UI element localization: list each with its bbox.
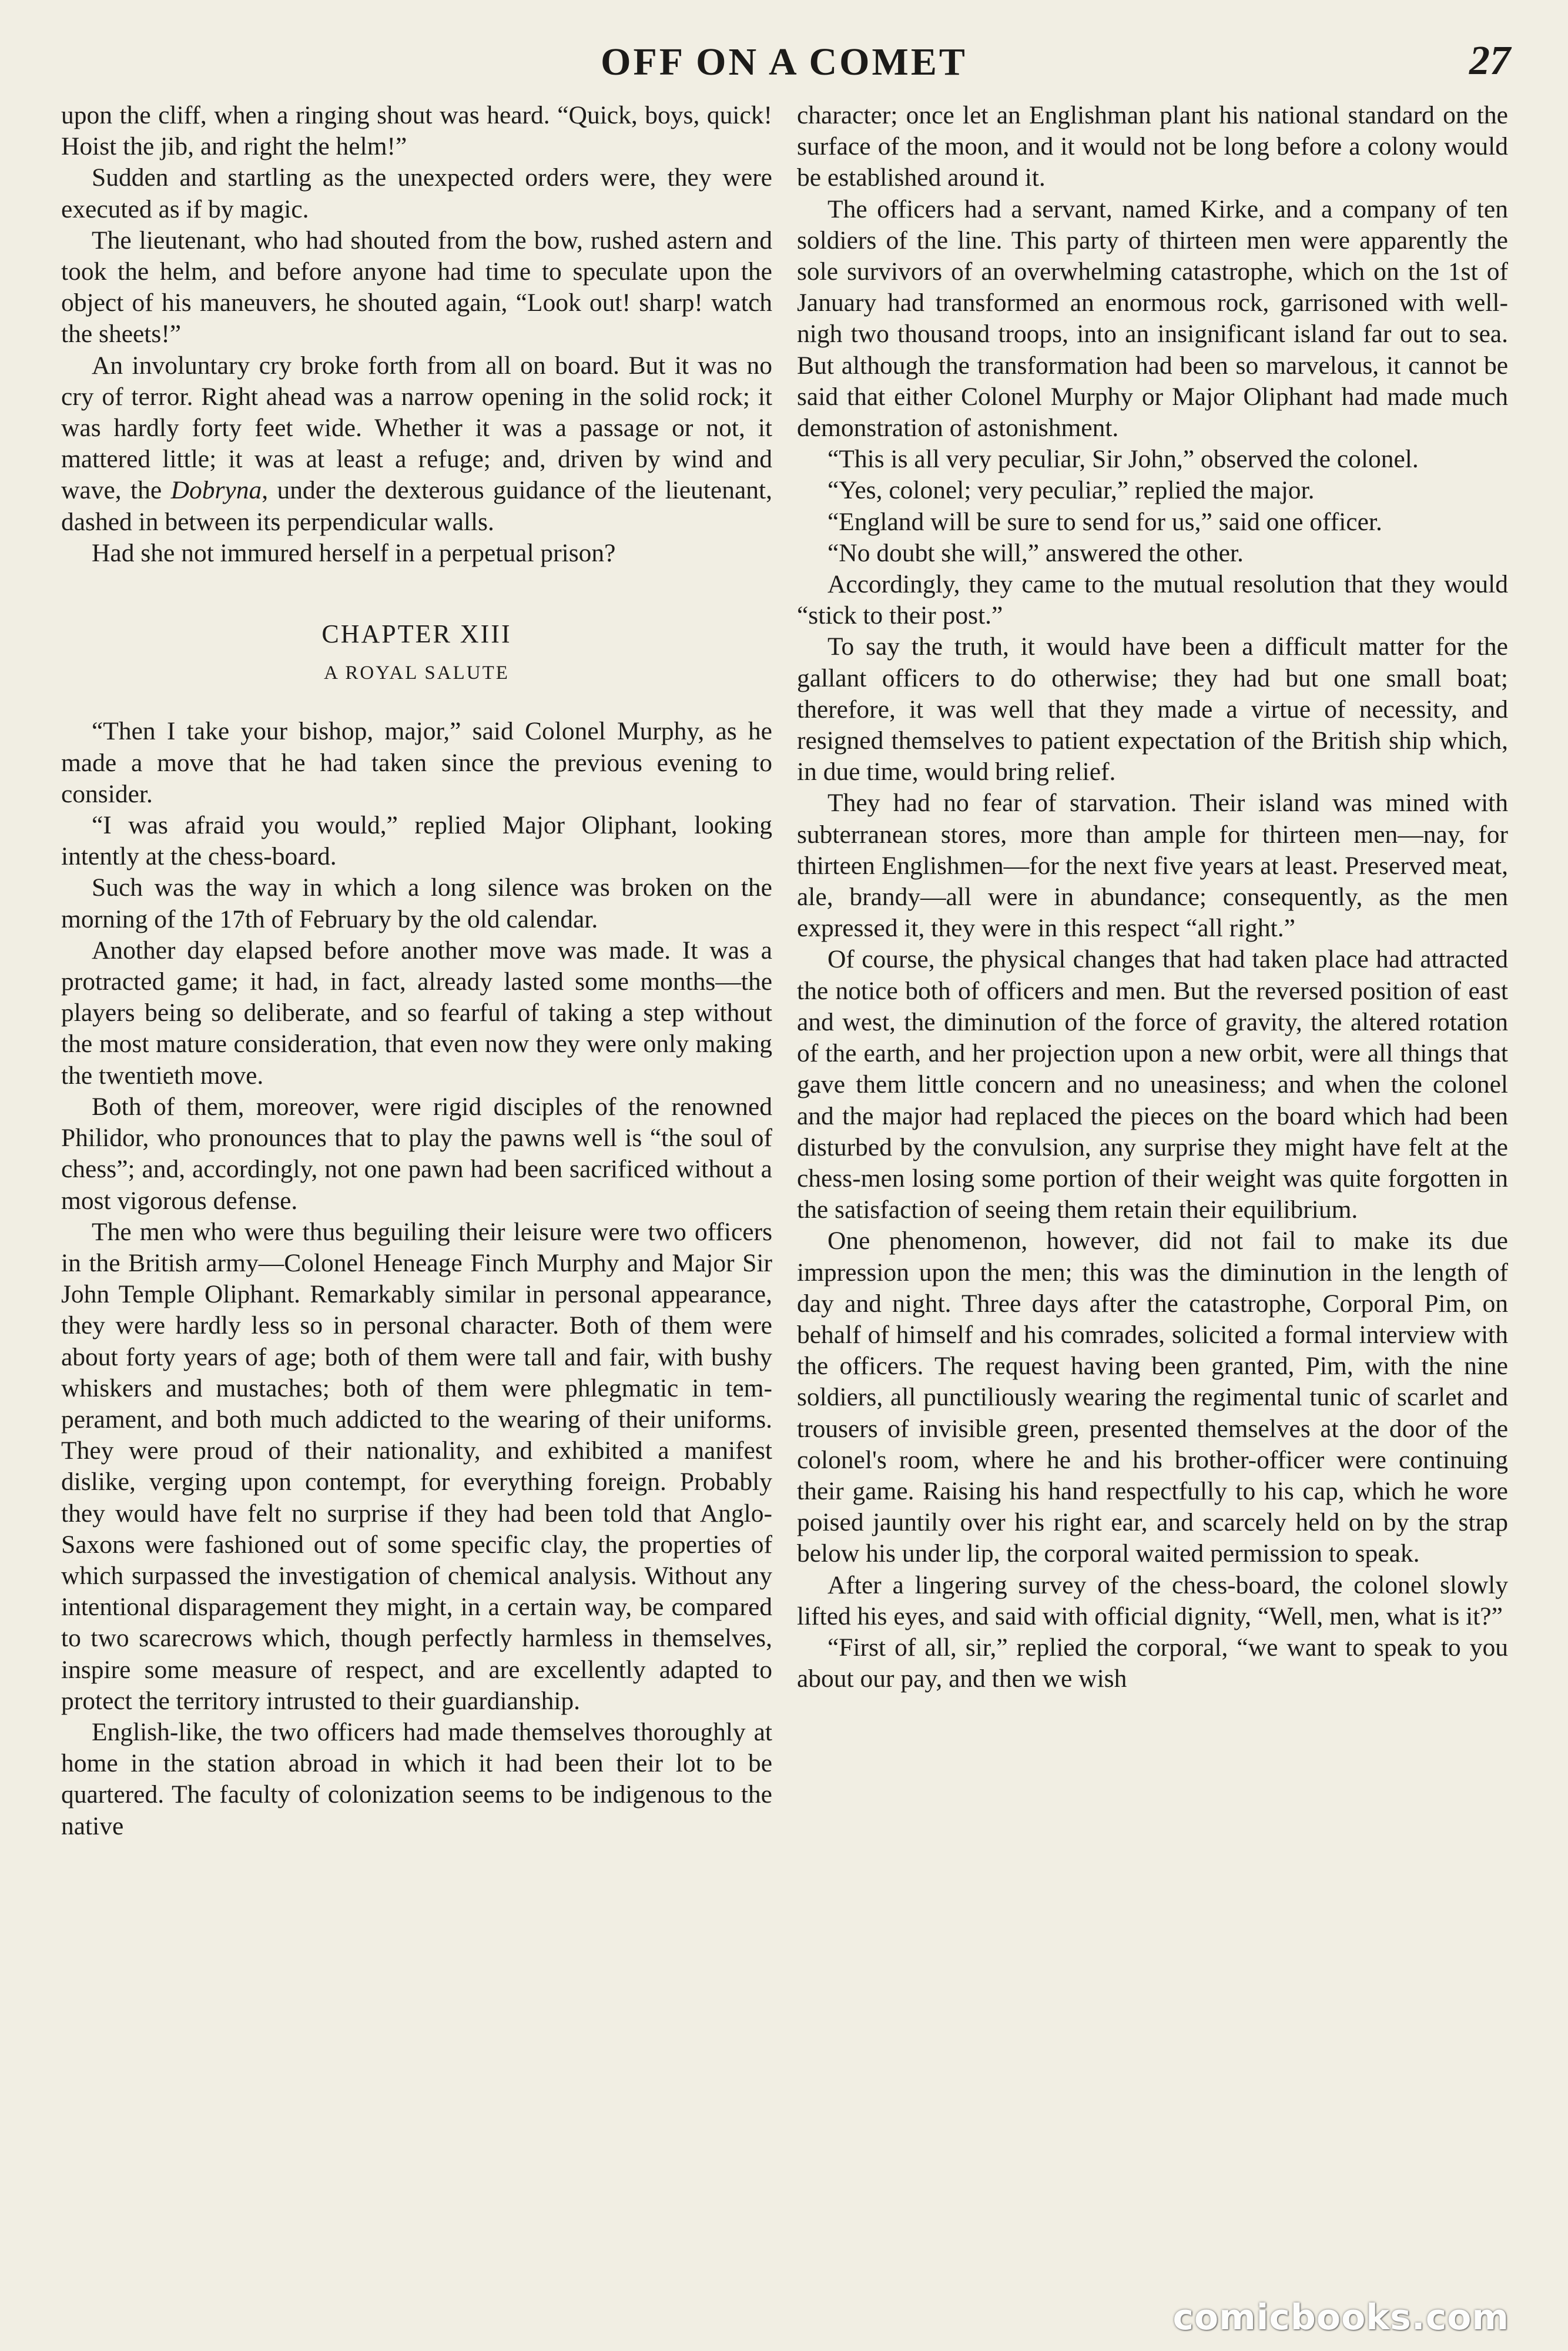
paragraph-text: An involuntary cry broke forth from all on board. But it was no cry of terror. Right ahead was a narrow opening in the solid rock; it was hardly forty feet wide. Whether it was a passage or not, it mattered little; it was at least a refuge; and, driven by wind and wave, the	[61, 351, 772, 505]
paragraph: “England will be sure to send for us,” said one officer.	[827, 507, 1382, 536]
chapter-subtitle: A ROYAL SALUTE	[324, 662, 510, 684]
watermark: comicbooks.com	[1172, 2297, 1509, 2338]
paragraph: Another day elapsed before another move was made. It was a protracted game; it had, in fact, already lasted some months—the players being so deliberate, and so fearful of taking a step without the most mature consideration, that even now they were only making the twentieth move.	[61, 936, 772, 1090]
paragraph: Had she not immured herself in a perpetual prison?	[92, 538, 616, 567]
page-number: 27	[1469, 38, 1510, 83]
paragraph: To say the truth, it would have been a difficult matter for the gallant officers to do otherwise; they had but one small boat; therefore, it was well that they made a virtue of necessity, and resigned themselves to patient expectation of the British ship which, in due time, would bring relief.	[797, 632, 1508, 786]
running-title: OFF ON A COMET	[601, 41, 967, 83]
paragraph-text: , under the dexterous guidance of the lieutenant, dashed in between its perpendicular walls.	[61, 476, 772, 536]
running-head	[53, 34, 1515, 99]
paragraph: “I was afraid you would,” replied Major Oliphant, looking intently at the chess-board.	[61, 811, 772, 871]
paragraph: “Yes, colonel; very peculiar,” replied the major.	[827, 476, 1315, 505]
paragraph: English-like, the two officers had made themselves thoroughly at home in the station abroad in which it had been their lot to be quartered. The faculty of colonization seems to be indigenous to the native	[61, 1717, 772, 1840]
paragraph: “This is all very peculiar, Sir John,” observed the colonel.	[827, 445, 1419, 474]
paragraph: The men who were thus beguiling their leisure were two officers in the British army—Colonel Heneage Finch Murphy and Major Sir John Temple Oliphant. Remarkably similar in personal appearance, they were hardly less so in personal character. Both of them were about forty years of age; both of them were tall and fair, with bushy whiskers and mustaches; both of them were phlegmatic in temperament, and both much addicted to the wearing of their uniforms. They were proud of their nationality, and exhibited a manifest dislike, verging upon contempt, for everything foreign. Probably they would have felt no surprise if they had been told that Anglo-Saxons were fashioned out of some specific clay, the properties of which surpassed the investigation of chemical analysis. Without any intentional disparagement they might, in a certain way, be compared to two scarecrows which, though perfectly harmless in themselves, inspire some measure of respect, and are excellently adapted to protect the territory intrusted to their guardianship.	[61, 1217, 772, 1715]
ship-name: Dobryna	[170, 476, 262, 505]
paragraph: They had no fear of starvation. Their island was mined with subterranean stores, more than ample for thirteen men—nay, for thirteen Englishmen—for the next five years at least. Preserved meat, ale, brandy—all were in abundance; consequently, as the men expressed it, they were in this respect “all right.”	[797, 789, 1508, 943]
paragraph: After a lingering survey of the chess-board, the colonel slowly lifted his eyes, and said with official dignity, “Well, men, what is it?”	[797, 1570, 1508, 1630]
paragraph: “Then I take your bishop, major,” said Colonel Murphy, as he made a move that he had taken since the previous evening to consider.	[61, 717, 772, 808]
paragraph: Accordingly, they came to the mutual resolution that they would “stick to their post.”	[797, 570, 1508, 630]
left-column	[61, 100, 772, 1842]
paragraph: The officers had a servant, named Kirke, and a company of ten soldiers of the line. This party of thirteen men were apparently the sole survivors of an overwhelming catastrophe, which on the 1st of January had transformed an enormous rock, garrisoned with well-nigh two thousand troops, into an insignificant island far out to sea. But although the transformation had been so marvelous, it cannot be said that either Colonel Murphy or Major Oliphant had made much demonstration of astonishment.	[797, 195, 1508, 443]
paragraph: One phenomenon, however, did not fail to make its due impression upon the men; this was the diminution in the length of day and night. Three days after the catastrophe, Corporal Pim, on behalf of himself and his comrades, solicited a formal interview with the officers. The request having been granted, Pim, with the nine soldiers, all punctiliously wearing the regimental tunic of scarlet and trousers of invisible green, presented themselves at the door of the colonel's room, where he and his brother-officer were continuing their game. Raising his hand respectfully to his cap, which he wore poised jauntily over his right ear, and scarcely held on by the strap below his under lip, the corporal waited permission to speak.	[797, 1227, 1508, 1568]
paragraph: character; once let an Englishman plant his national standard on the surface of the moon, and it would not be long before a colony would be established around it.	[797, 101, 1508, 192]
paragraph: Both of them, moreover, were rigid disciples of the renowned Philidor, who pronounces that to play the pawns well is “the soul of chess”; and, accordingly, not one pawn had been sacrificed without a most vigorous defense.	[61, 1092, 772, 1215]
chapter-heading: CHAPTER XIII	[321, 619, 512, 649]
paragraph: Sudden and startling as the unexpected orders were, they were executed as if by magic.	[61, 163, 772, 223]
paragraph: The lieutenant, who had shouted from the bow, rushed astern and took the helm, and before anyone had time to speculate upon the object of his maneuvers, he shouted again, “Look out! sharp! watch the sheets!”	[61, 226, 772, 349]
right-column	[797, 100, 1508, 1694]
paragraph	[61, 350, 772, 538]
paragraph: “First of all, sir,” replied the corporal, “we want to speak to you about our pay, and then we wish	[797, 1633, 1508, 1693]
paragraph: upon the cliff, when a ringing shout was heard. “Quick, boys, quick! Hoist the jib, and right the helm!”	[61, 101, 772, 161]
paragraph: Such was the way in which a long silence was broken on the morning of the 17th of February by the old calendar.	[61, 873, 772, 933]
paragraph: Of course, the physical changes that had taken place had attracted the notice both of officers and men. But the reversed position of east and west, the diminution of the force of gravity, the altered rotation of the earth, and her projection upon a new orbit, were all things that gave them little concern and no uneasiness; and when the colonel and the major had replaced the pieces on the board which had been disturbed by the convulsion, any surprise they might have felt at the chess-men losing some portion of their weight was quite forgotten in the satisfaction of seeing them retain their equilibrium.	[797, 945, 1508, 1224]
paragraph: “No doubt she will,” answered the other.	[827, 538, 1244, 567]
